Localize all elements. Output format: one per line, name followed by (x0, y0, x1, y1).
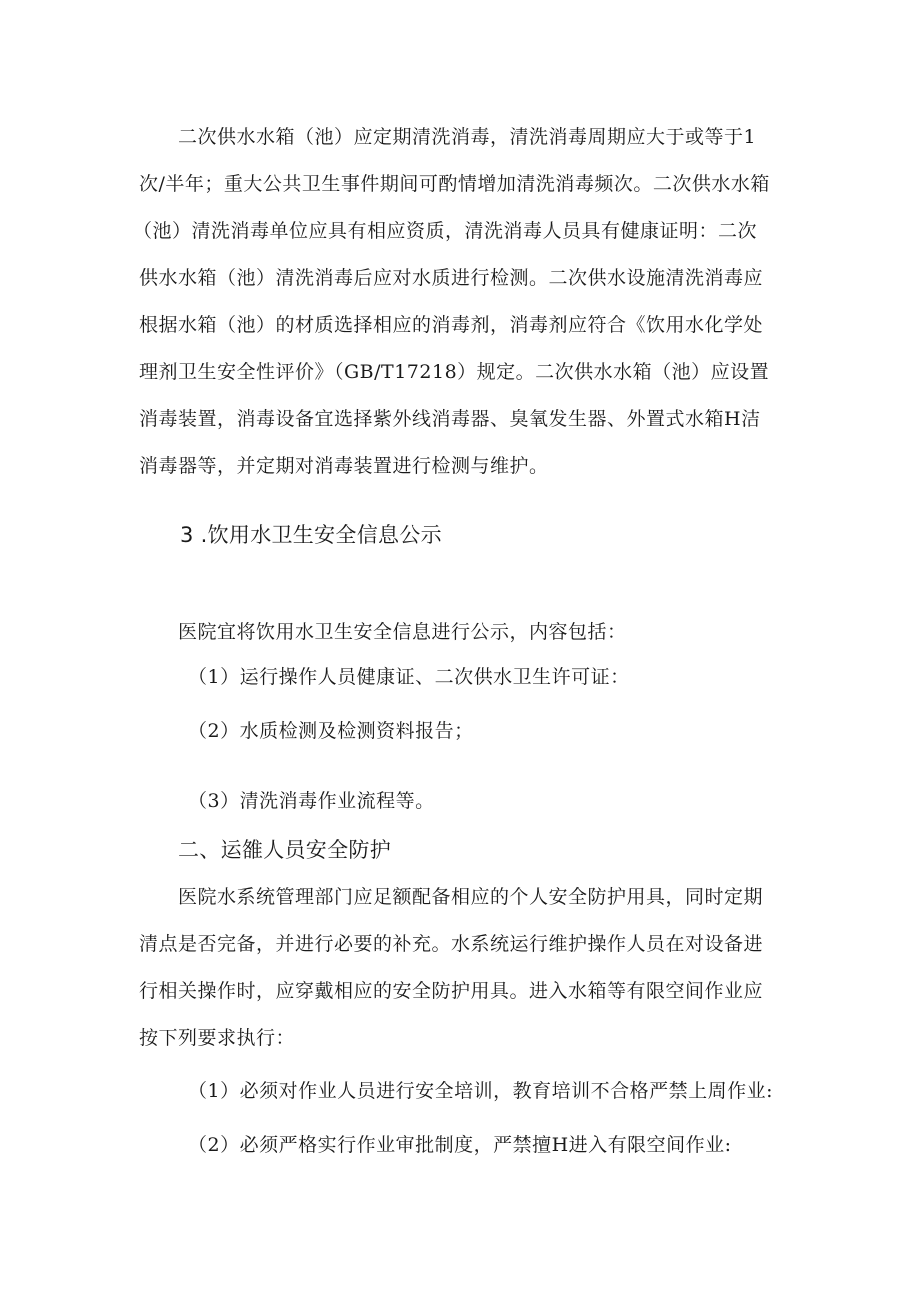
paragraph-line: 二次供水水箱（池）应定期清洗消毒，清洗消毒周期应大于或等于1 (178, 126, 757, 148)
paragraph-line: 医院水系统管理部门应足额配备相应的个人安全防护用具，同时定期 (178, 886, 764, 908)
paragraph-line: 消毒器等，并定期对消毒装置进行检测与维护。 (139, 455, 549, 477)
list-item: （2）水质检测及检测资料报告； (188, 720, 474, 742)
list-item: （2）必须严格实行作业审批制度，严禁擅H进入有限空间作业: (188, 1134, 732, 1156)
section-heading: 3 .饮用水卫生安全信息公示 (180, 523, 442, 547)
paragraph-line: 行相关操作时，应穿戴相应的安全防护用具。进入水箱等有限空间作业应 (139, 980, 764, 1002)
paragraph-line: 清点是否完备，并进行必要的补充。水系统运行维护操作人员在对设备进 (139, 933, 764, 955)
paragraph-line: （池）清洗消毒单位应具有相应资质，清洗消毒人员具有健康证明：二次 (133, 220, 758, 242)
list-item: （1）必须对作业人员进行安全培训，教育培训不合格严禁上周作业: (188, 1080, 773, 1102)
paragraph-line: 按下列要求执行： (139, 1027, 296, 1049)
section-heading: 二、运雒人员安全防护 (178, 838, 391, 862)
paragraph-line: 根据水箱（池）的材质选择相应的消毒剂，消毒剂应符合《饮用水化学处 (139, 314, 764, 336)
list-item: （3）清洗消毒作业流程等。 (188, 790, 435, 812)
list-item: （1）运行操作人员健康证、二次供水卫生许可证： (188, 666, 630, 688)
paragraph-line: 供水水箱（池）清洗消毒后应对水质进行检测。二次供水设施清洗消毒应 (139, 267, 764, 289)
intro-line: 医院宜将饮用水卫生安全信息进行公示，内容包括： (178, 621, 627, 643)
paragraph-line: 理剂卫生安全性评价》（GB/T17218）规定。二次供水水箱（池）应设置 (139, 361, 770, 383)
paragraph-line: 次/半年；重大公共卫生事件期间可酌情增加清洗消毒频次。二次供水水箱 (139, 173, 770, 195)
paragraph-line: 消毒装置，消毒设备宜选择紫外线消毒器、臭氧发生器、外置式水箱H洁 (139, 408, 761, 430)
